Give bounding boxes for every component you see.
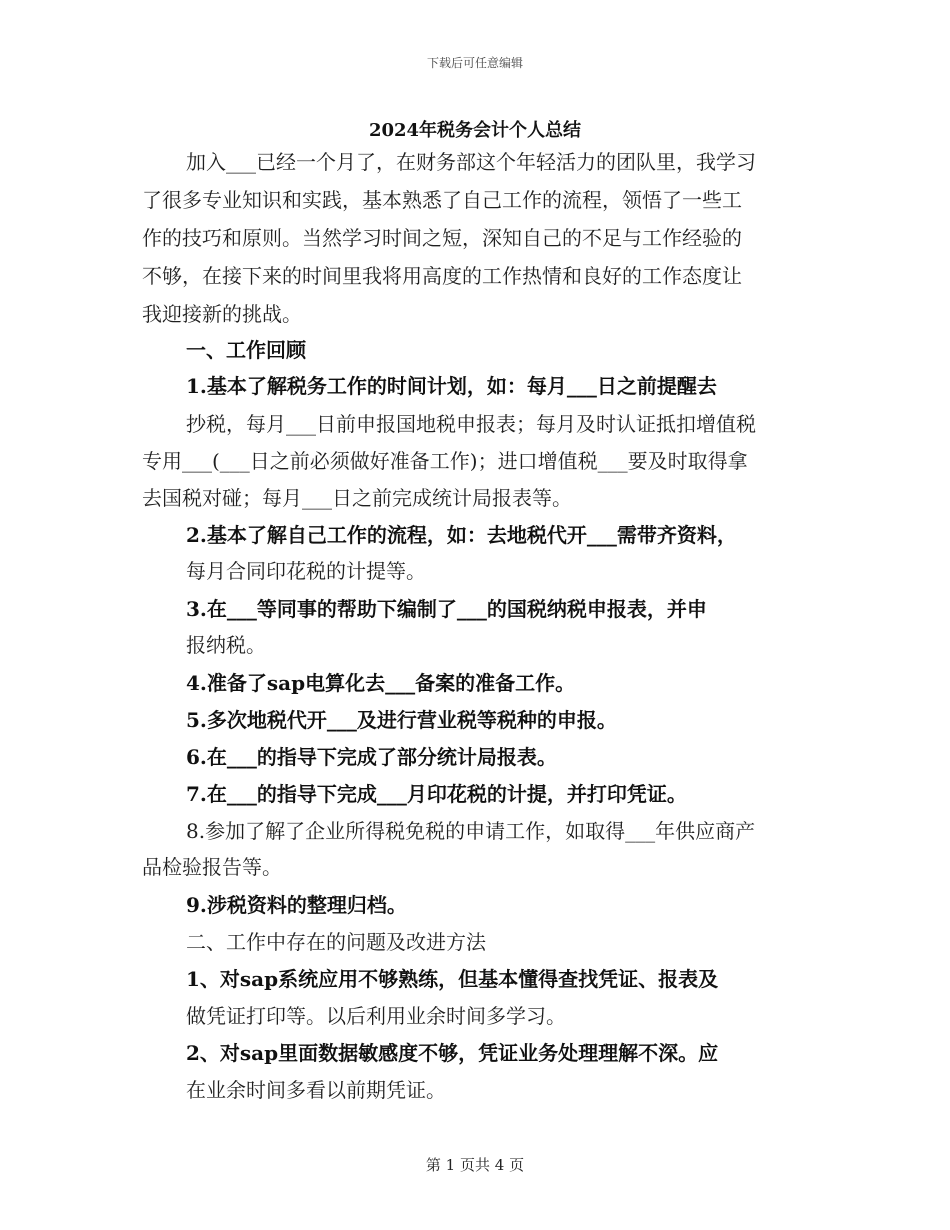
list-item-continuation: 去国税对碰；每月___日之前完成统计局报表等。 (142, 486, 572, 510)
list-item: 1.基本了解税务工作的时间计划，如：每月___日之前提醒去 (186, 374, 717, 398)
list-item-continuation: 报纳税。 (186, 633, 266, 657)
paragraph-line: 作的技巧和原则。当然学习时间之短，深知自己的不足与工作经验的 (142, 226, 742, 250)
list-item: 2、对sap里面数据敏感度不够，凭证业务处理理解不深。应 (186, 1041, 719, 1065)
list-item-continuation: 在业余时间多看以前期凭证。 (186, 1078, 446, 1102)
section-heading: 一、工作回顾 (186, 338, 306, 362)
list-item-continuation: 品检验报告等。 (142, 855, 282, 879)
list-item: 8.参加了解了企业所得税免税的申请工作，如取得___年供应商产 (186, 819, 756, 843)
paragraph-line: 了很多专业知识和实践，基本熟悉了自己工作的流程，领悟了一些工 (142, 188, 742, 212)
section-heading: 二、工作中存在的问题及改进方法 (186, 930, 486, 954)
list-item-continuation: 专用___(___日之前必须做好准备工作)；进口增值税___要及时取得拿 (142, 449, 748, 473)
list-item-continuation: 抄税，每月___日前申报国地税申报表；每月及时认证抵扣增值税 (186, 412, 756, 436)
page-footer: 第 1 页共 4 页 (425, 1156, 525, 1174)
list-item: 2.基本了解自己工作的流程，如：去地税代开___需带齐资料， (186, 523, 737, 547)
header-note: 下载后可任意编辑 (426, 56, 523, 70)
list-item: 7.在___的指导下完成___月印花税的计提，并打印凭证。 (186, 782, 687, 806)
list-item: 6.在___的指导下完成了部分统计局报表。 (186, 745, 557, 769)
document-title: 2024年税务会计个人总结 (368, 120, 582, 141)
list-item: 3.在___等同事的帮助下编制了___的国税纳税申报表，并申 (186, 597, 707, 621)
list-item-continuation: 每月合同印花税的计提等。 (186, 559, 426, 583)
paragraph-line: 加入___已经一个月了，在财务部这个年轻活力的团队里，我学习 (186, 150, 756, 174)
list-item-continuation: 做凭证打印等。以后利用业余时间多学习。 (186, 1004, 566, 1028)
paragraph-line: 我迎接新的挑战。 (142, 302, 302, 326)
list-item: 5.多次地税代开___及进行营业税等税种的申报。 (186, 708, 617, 732)
list-item: 9.涉税资料的整理归档。 (186, 893, 407, 917)
list-item: 4.准备了sap电算化去___备案的准备工作。 (186, 671, 576, 695)
paragraph-line: 不够，在接下来的时间里我将用高度的工作热情和良好的工作态度让 (142, 264, 742, 288)
list-item: 1、对sap系统应用不够熟练，但基本懂得查找凭证、报表及 (186, 967, 719, 991)
